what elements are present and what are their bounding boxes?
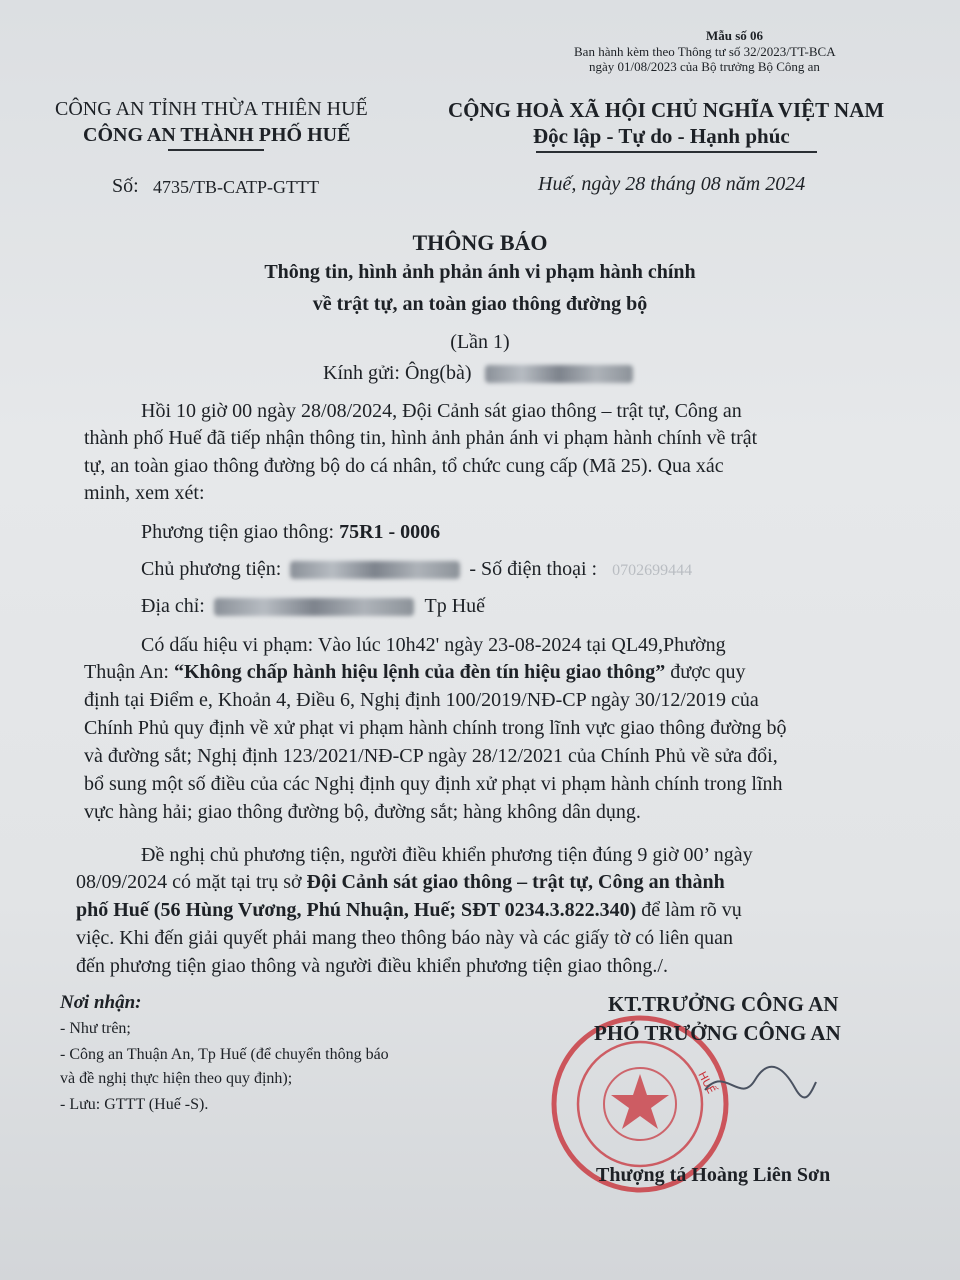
request-purpose: để làm rõ vụ <box>641 899 742 921</box>
greeting-label: Kính gửi: Ông(bà) <box>323 362 472 384</box>
national-motto: Độc lập - Tự do - Hạnh phúc <box>533 124 790 148</box>
request-line-2 <box>76 871 725 894</box>
violation-line-7: vực hàng hải; giao thông đường bộ, đường sắt; hàng không dân dụng. <box>84 801 641 823</box>
violation-place: Thuận An: <box>84 661 169 683</box>
intro-line-4: minh, xem xét: <box>84 482 205 504</box>
redacted-address <box>214 598 414 616</box>
request-office: Đội Cảnh sát giao thông – trật tự, Công an thành <box>306 871 725 893</box>
violation-line-2 <box>84 661 746 684</box>
form-number: Mẫu số 06 <box>706 28 764 43</box>
greeting <box>323 362 633 385</box>
request-line-4: việc. Khi đến giải quyết phải mang theo thông báo này và các giấy tờ có liên quan <box>76 927 734 949</box>
redacted-name <box>485 365 633 383</box>
place-date: Huế, ngày 28 tháng 08 năm 2024 <box>538 173 806 195</box>
notice-round: (Lần 1) <box>450 331 510 353</box>
recipient-item: và đề nghị thực hiện theo quy định); <box>60 1070 293 1087</box>
vehicle-label: Phương tiện giao thông: <box>141 521 335 543</box>
signature-title-2: PHÓ TRƯỞNG CÔNG AN <box>594 1021 841 1045</box>
request-time: 08/09/2024 có mặt tại trụ sở <box>76 871 302 893</box>
motto-underline <box>536 151 817 153</box>
address-city: Tp Huế <box>424 595 486 617</box>
recipient-item: - Như trên; <box>60 1020 131 1037</box>
national-title: CỘNG HOÀ XÃ HỘI CHỦ NGHĨA VIỆT NAM <box>448 98 885 122</box>
doc-number-label: Số: <box>112 175 139 197</box>
handwritten-signature <box>700 1060 820 1110</box>
agency-name: CÔNG AN THÀNH PHỐ HUẾ <box>83 124 351 146</box>
address-label: Địa chỉ: <box>141 595 205 617</box>
violation-line-6: bổ sung một số điều của các Nghị định quy định xử phạt vi phạm hành chính trong lĩnh <box>84 773 783 795</box>
intro-line-3: tự, an toàn giao thông đường bộ do cá nhân, tổ chức cung cấp (Mã 25). Qua xác <box>84 455 724 477</box>
doc-title: THÔNG BÁO <box>412 230 548 255</box>
address-line <box>141 595 485 618</box>
violation-act: “Không chấp hành hiệu lệnh của đèn tín hiệu giao thông” <box>174 661 666 683</box>
form-note-line1: Ban hành kèm theo Thông tư số 32/2023/TT-BCA <box>574 44 836 59</box>
redacted-owner <box>290 561 460 579</box>
vehicle-line <box>141 521 440 544</box>
owner-line <box>141 558 692 581</box>
violation-line-1: Có dấu hiệu vi phạm: Vào lúc 10h42' ngày 23-08-2024 tại QL49,Phường <box>141 634 726 656</box>
signer-name: Thượng tá Hoàng Liên Sơn <box>596 1164 831 1186</box>
seal-text: HUẾ <box>695 1069 718 1096</box>
request-line-1: Đề nghị chủ phương tiện, người điều khiển phương tiện đúng 9 giờ 00’ ngày <box>141 844 753 866</box>
violation-tail: được quy <box>670 661 746 683</box>
phone-faded: 0702699444 <box>612 562 693 579</box>
recipients-title: Nơi nhận: <box>60 992 142 1013</box>
vehicle-plate: 75R1 - 0006 <box>339 521 441 543</box>
violation-line-3: định tại Điểm e, Khoản 4, Điều 6, Nghị định 100/2019/NĐ-CP ngày 30/12/2019 của <box>84 689 759 711</box>
doc-number: 4735/TB-CATP-GTTT <box>153 177 319 197</box>
intro-line-2: thành phố Huế đã tiếp nhận thông tin, hình ảnh phản ánh vi phạm hành chính về trật <box>84 427 758 449</box>
agency-parent: CÔNG AN TỈNH THỪA THIÊN HUẾ <box>55 98 368 120</box>
form-note-line2: ngày 01/08/2023 của Bộ trưởng Bộ Công an <box>589 59 820 74</box>
owner-label: Chủ phương tiện: <box>141 558 282 580</box>
intro-line-1: Hồi 10 giờ 00 ngày 28/08/2024, Đội Cảnh sát giao thông – trật tự, Công an <box>141 400 742 422</box>
request-line-3 <box>76 899 742 922</box>
violation-line-5: và đường sắt; Nghị định 123/2021/NĐ-CP ngày 28/12/2021 của Chính Phủ về sửa đổi, <box>84 745 778 767</box>
request-line-5: đến phương tiện giao thông và người điều khiển phương tiện giao thông./. <box>76 955 668 977</box>
request-address: phố Huế (56 Hùng Vương, Phú Nhuận, Huế; SĐT 0234.3.822.340) <box>76 899 637 921</box>
doc-subtitle-2: về trật tự, an toàn giao thông đường bộ <box>312 293 648 315</box>
agency-underline <box>168 149 264 151</box>
doc-subtitle-1: Thông tin, hình ảnh phản ánh vi phạm hành chính <box>264 261 696 283</box>
violation-line-4: Chính Phủ quy định về xử phạt vi phạm hành chính trong lĩnh vực giao thông đường bộ <box>84 717 787 739</box>
phone-label: - Số điện thoại : <box>469 558 598 580</box>
signature-title-1: KT.TRƯỞNG CÔNG AN <box>608 992 839 1016</box>
recipient-item: - Công an Thuận An, Tp Huế (để chuyển thông báo <box>60 1046 389 1063</box>
recipient-item: - Lưu: GTTT (Huế -S). <box>60 1096 209 1113</box>
